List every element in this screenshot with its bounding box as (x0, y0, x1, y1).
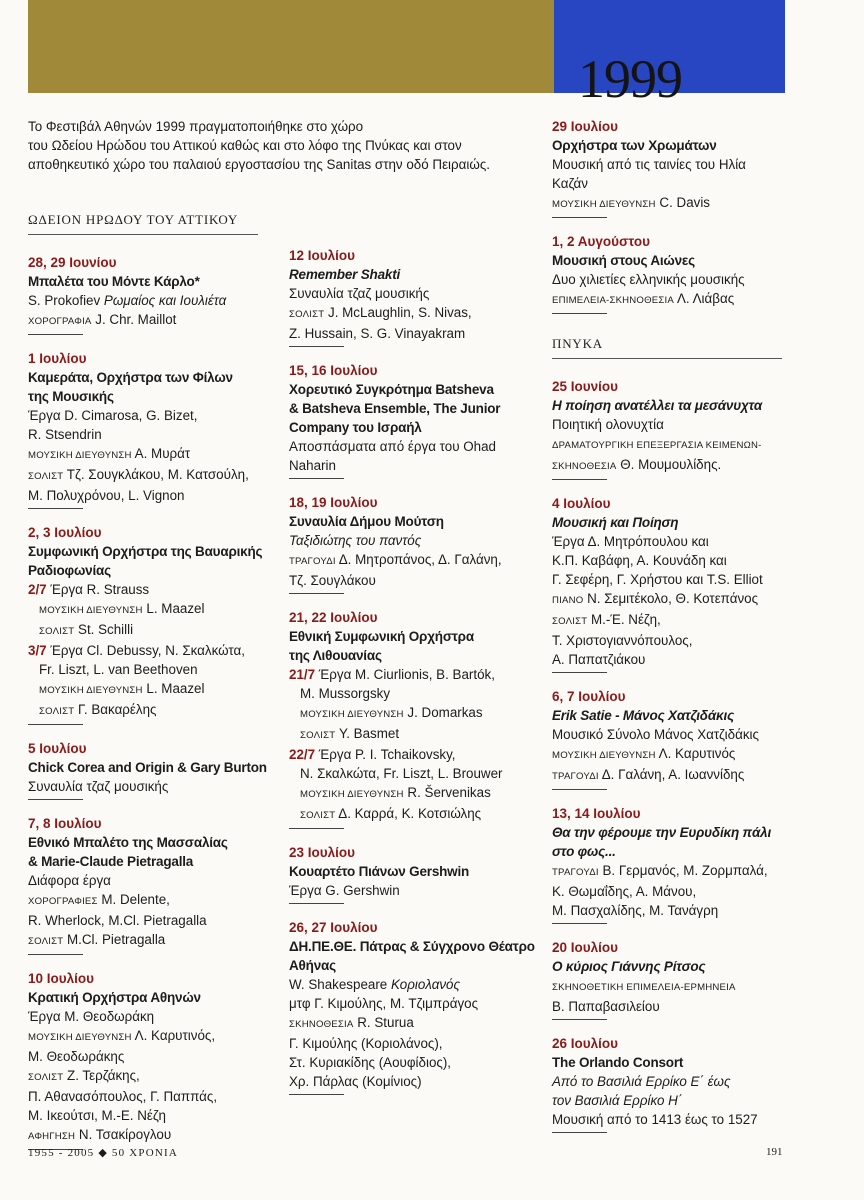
event-detail (552, 551, 792, 570)
role-label: ΑΦΗΓΗΣΗ (28, 1131, 76, 1142)
column-2 (289, 246, 541, 1109)
event-title: Αθήνας (289, 958, 336, 973)
event-title: Ραδιοφωνίας (28, 563, 111, 578)
event-detail (552, 155, 792, 174)
page-number: 191 (766, 1146, 783, 1158)
detail-text: Διάφορα έργα (28, 873, 111, 888)
event-entry (552, 117, 792, 218)
event-title: ΔΗ.ΠΕ.ΘΕ. Πάτρας & Σύγχρονο Θέατρο (289, 939, 535, 954)
detail-text: Τ. Χριστογιαννόπουλος, (552, 633, 693, 648)
event-entry (28, 253, 280, 335)
event-entry (552, 232, 792, 314)
detail-text: Καζάν (552, 176, 588, 191)
performance-date: 21/7 (289, 667, 316, 682)
role-label: ΜΟΥΣΙΚΗ ΔΙΕΥΘΥΝΣΗ (552, 199, 656, 210)
event-detail (552, 765, 792, 786)
event-date: 29 Ιουλίου (552, 119, 618, 134)
event-detail (28, 406, 280, 425)
event-detail (552, 725, 792, 744)
detail-text: Δ. Καρρά, Κ. Κοτσιώλης (335, 806, 482, 821)
detail-text: Θ. Μουμουλίδης. (616, 457, 722, 472)
role-label: ΣΟΛΙΣΤ (39, 626, 75, 637)
event-date: 5 Ιουλίου (28, 741, 87, 756)
event-divider (552, 789, 607, 790)
event-detail (28, 486, 280, 505)
event-detail (289, 571, 541, 590)
event-detail (289, 456, 541, 475)
detail-text: L. Maazel (142, 681, 205, 696)
detail-text: Α. Παπατζιάκου (552, 652, 646, 667)
event-detail (289, 975, 541, 994)
event-date: 21, 22 Ιουλίου (289, 610, 378, 625)
event-detail (552, 570, 792, 589)
event-divider (552, 217, 607, 218)
event-detail (289, 665, 541, 684)
detail-text: Έργα Cl. Debussy, Ν. Σκαλκώτα, (46, 643, 245, 658)
event-detail (289, 804, 541, 825)
role-label: ΣΟΛΙΣΤ (28, 936, 64, 947)
event-title: Μπαλέτα του Μόντε Κάρλο* (28, 274, 200, 289)
work-title: Ταξιδιώτης του παντός (289, 533, 422, 548)
event-detail (552, 631, 792, 650)
role-label: ΣΟΛΙΣΤ (28, 1072, 64, 1083)
role-label: ΣΚΗΝΟΘΕΤΙΚΗ ΕΠΙΜΕΛΕΙΑ-ΕΡΜΗΝΕΙΑ (552, 982, 736, 993)
event-detail (28, 700, 280, 721)
detail-text: Ν. Σκαλκώτα, Fr. Liszt, L. Brouwer (300, 766, 503, 781)
event-detail (289, 994, 541, 1013)
event-detail (552, 976, 792, 997)
event-detail (552, 174, 792, 193)
detail-text: Y. Basmet (335, 726, 400, 741)
event-detail (552, 901, 792, 920)
event-detail (28, 871, 280, 890)
detail-text: Μ.-Έ. Νέζη, (587, 612, 661, 627)
event-divider (552, 1019, 607, 1020)
role-label: ΕΠΙΜΕΛΕΙΑ-ΣΚΗΝΟΘΕΣΙΑ (552, 295, 674, 306)
event-detail (289, 324, 541, 343)
event-detail (552, 289, 792, 310)
event-entry (28, 814, 280, 955)
detail-text: Χρ. Πάρλας (Κομίνιος) (289, 1074, 422, 1089)
event-detail (289, 724, 541, 745)
detail-text: M.Cl. Pietragalla (63, 932, 166, 947)
detail-text: R. Stsendrin (28, 427, 102, 442)
event-date: 25 Ιουνίου (552, 379, 618, 394)
event-detail (289, 764, 541, 783)
event-divider (289, 346, 344, 347)
role-label: ΤΡΑΓΟΥΔΙ (552, 771, 599, 782)
event-detail (552, 193, 792, 214)
event-divider (28, 954, 83, 955)
detail-text: Έργα G. Gershwin (289, 883, 400, 898)
event-entry (289, 246, 541, 347)
detail-text: St. Schilli (74, 622, 134, 637)
role-label: ΧΟΡΟΓΡΑΦΙΑ (28, 316, 92, 327)
role-label: ΣΟΛΙΣΤ (289, 309, 325, 320)
detail-text: Γ. Βακαρέλης (74, 702, 157, 717)
role-label: ΣΟΛΙΣΤ (300, 730, 336, 741)
event-title: της Μουσικής (28, 389, 114, 404)
event-date: 18, 19 Ιουλίου (289, 495, 378, 510)
detail-text: Αποσπάσματα από έργα του Ohad (289, 439, 497, 454)
event-entry (289, 843, 541, 904)
event-date: 23 Ιουλίου (289, 845, 355, 860)
event-entry (28, 349, 280, 509)
event-detail (28, 1026, 280, 1047)
event-title: Μουσική και Ποίηση (552, 515, 679, 530)
event-date: 1, 2 Αυγούστου (552, 234, 650, 249)
detail-text: μτφ Γ. Κιμούλης, Μ. Τζιμπράγος (289, 996, 479, 1011)
detail-text: L. Maazel (142, 601, 205, 616)
event-list (552, 377, 792, 1133)
event-title: Κουαρτέτο Πιάνων Gershwin (289, 864, 470, 879)
detail-text: Έργα Δ. Μητρόπουλου και (552, 534, 709, 549)
detail-text: Έργα M. Ciurlionis, B. Bartók, (315, 667, 495, 682)
event-divider (28, 724, 83, 725)
detail-text: R. Wherlock, M.Cl. Pietragalla (28, 913, 207, 928)
role-label: ΤΡΑΓΟΥΔΙ (552, 867, 599, 878)
event-detail (28, 641, 280, 660)
detail-text: Β. Γερμανός, Μ. Ζορμπαλά, (598, 863, 768, 878)
event-list (289, 246, 541, 1095)
event-title: Ορχήστρα των Χρωμάτων (552, 138, 717, 153)
detail-text: Μουσικό Σύνολο Μάνος Χατζιδάκις (552, 727, 759, 742)
event-detail (552, 532, 792, 551)
event-detail (552, 434, 792, 455)
detail-text: Έργα R. Strauss (46, 582, 150, 597)
detail-text: Λ. Καρυτινός, (131, 1028, 216, 1043)
detail-text: Τζ. Σουγκλάκου, Μ. Κατσούλη, (63, 467, 249, 482)
detail-text: Α. Μυράτ (131, 446, 191, 461)
event-title: Μουσική στους Αιώνες (552, 253, 695, 268)
detail-text: M. Delente, (97, 892, 170, 907)
event-title: Erik Satie - Μάνος Χατζιδάκις (552, 708, 734, 723)
detail-text: Μ. Θεοδωράκης (28, 1049, 125, 1064)
event-detail (28, 777, 280, 796)
detail-text: Π. Αθανασόπουλος, Γ. Παππάς, (28, 1089, 218, 1104)
performance-date: 22/7 (289, 747, 316, 762)
detail-text: Στ. Κυριακίδης (Αουφίδιος), (289, 1055, 452, 1070)
event-detail (552, 455, 792, 476)
event-detail (28, 1087, 280, 1106)
event-divider (28, 508, 83, 509)
event-date: 15, 16 Ιουλίου (289, 363, 378, 378)
role-label: ΜΟΥΣΙΚΗ ΔΙΕΥΘΥΝΣΗ (300, 789, 404, 800)
detail-text: Μ. Πασχαλίδης, Μ. Τανάγρη (552, 903, 719, 918)
event-detail (28, 679, 280, 700)
event-entry (289, 361, 541, 479)
detail-text: M. Mussorgsky (300, 686, 391, 701)
event-entry (552, 938, 792, 1020)
detail-text: Ποιητική ολονυχτία (552, 417, 664, 432)
event-title: The Orlando Consort (552, 1055, 684, 1070)
detail-text: Ν. Σεμιτέκολο, Θ. Κοτεπάνος (583, 591, 759, 606)
detail-text: Μουσική από το 1413 έως το 1527 (552, 1112, 758, 1127)
role-label: ΜΟΥΣΙΚΗ ΔΙΕΥΘΥΝΣΗ (28, 1032, 132, 1043)
event-entry (552, 1034, 792, 1133)
role-label: ΜΟΥΣΙΚΗ ΔΙΕΥΘΥΝΣΗ (552, 750, 656, 761)
role-label: ΣΟΛΙΣΤ (28, 471, 64, 482)
detail-text: S. Prokofiev (28, 293, 104, 308)
event-detail (552, 997, 792, 1016)
event-detail (552, 1091, 792, 1110)
detail-text: J. Domarkas (403, 705, 483, 720)
event-detail (28, 580, 280, 599)
work-title: Από το Βασιλιά Ερρίκο Ε΄ έως (552, 1074, 731, 1089)
event-title: Θα την φέρουμε την Ευρυδίκη πάλι (552, 825, 771, 840)
event-title: Καμεράτα, Ορχήστρα των Φίλων (28, 370, 233, 385)
column-3 (552, 117, 792, 1147)
detail-text: Συναυλία τζαζ μουσικής (28, 779, 169, 794)
performance-date: 2/7 (28, 582, 47, 597)
detail-text: R. Sturua (353, 1015, 414, 1030)
role-label: ΣΚΗΝΟΘΕΣΙΑ (289, 1019, 354, 1030)
header-band-gold (28, 0, 554, 93)
event-detail (289, 1013, 541, 1034)
intro-line: Το Φεστιβάλ Αθηνών 1999 πραγματοποιήθηκε στο χώρο (28, 119, 364, 134)
event-date: 13, 14 Ιουλίου (552, 806, 641, 821)
event-date: 12 Ιουλίου (289, 248, 355, 263)
event-detail (289, 1053, 541, 1072)
work-title: Κοριολανός (390, 977, 460, 992)
event-title: Συμφωνική Ορχήστρα της Βαυαρικής (28, 544, 263, 559)
event-detail (289, 684, 541, 703)
detail-text: Έργα Μ. Θεοδωράκη (28, 1009, 155, 1024)
event-detail (552, 610, 792, 631)
event-title: Χορευτικό Συγκρότημα Batsheva (289, 382, 494, 397)
detail-text: Ζ. Τερζάκης, (63, 1068, 140, 1083)
event-title: Chick Corea and Origin & Gary Burton (28, 760, 267, 775)
event-detail (552, 415, 792, 434)
event-detail (289, 1034, 541, 1053)
event-detail (289, 881, 541, 900)
detail-text: Μ. Ικεούτσι, Μ.-Ε. Νέζη (28, 1108, 166, 1123)
event-detail (28, 599, 280, 620)
event-date: 26 Ιουλίου (552, 1036, 618, 1051)
event-title: Ο κύριος Γιάννης Ρίτσος (552, 959, 706, 974)
event-title: Η ποίηση ανατέλλει τα μεσάνυχτα (552, 398, 763, 413)
event-detail (552, 1110, 792, 1129)
event-detail (28, 465, 280, 486)
event-detail (289, 303, 541, 324)
detail-text: Συναυλία τζαζ μουσικής (289, 286, 430, 301)
event-divider (552, 672, 607, 673)
detail-text: Τζ. Σουγλάκου (289, 573, 376, 588)
detail-text: Ν. Τσακίρογλου (75, 1127, 172, 1142)
performance-date: 3/7 (28, 643, 47, 658)
event-detail (28, 890, 280, 911)
event-title: Company του Ισραήλ (289, 420, 422, 435)
event-divider (552, 313, 607, 314)
intro-line: του Ωδείου Ηρώδου του Αττικού καθώς και στο λόφο της Πνύκας και στον (28, 138, 462, 153)
year-title: 1999 (578, 49, 682, 109)
detail-text: Λ. Λιάβας (673, 291, 735, 306)
intro-line: αποθηκευτικό χώρο του παλαιού εργοστασίου της Sanitas στην οδό Πειραιώς. (28, 157, 490, 172)
event-detail (289, 437, 541, 456)
detail-text: C. Davis (655, 195, 711, 210)
event-divider (289, 828, 344, 829)
role-label: ΧΟΡΟΓΡΑΦΙΕΣ (28, 896, 98, 907)
detail-text: Γ. Σεφέρη, Γ. Χρήστου και T.S. Elliot (552, 572, 763, 587)
event-title: Εθνική Συμφωνική Ορχήστρα (289, 629, 474, 644)
detail-text: Κ. Θωμαΐδης, Α. Μάνου, (552, 884, 697, 899)
detail-text: Μ. Πολυχρόνου, L. Vignon (28, 488, 185, 503)
event-divider (28, 799, 83, 800)
event-detail (552, 744, 792, 765)
detail-text: W. Shakespeare (289, 977, 391, 992)
event-detail (28, 425, 280, 444)
event-list (552, 117, 792, 314)
event-detail (289, 531, 541, 550)
role-label: ΠΙΑΝΟ (552, 595, 584, 606)
footer-anniversary: 1955 - 2005 ◆ 50 ΧΡΟΝΙΑ (28, 1147, 179, 1159)
event-detail (28, 911, 280, 930)
event-date: 26, 27 Ιουλίου (289, 920, 378, 935)
event-date: 28, 29 Ιουνίου (28, 255, 117, 270)
event-detail (28, 660, 280, 679)
event-detail (28, 310, 280, 331)
event-entry (28, 969, 280, 1150)
event-date: 4 Ιουλίου (552, 496, 611, 511)
detail-text: Naharin (289, 458, 336, 473)
event-divider (28, 334, 83, 335)
event-title: Κρατική Ορχήστρα Αθηνών (28, 990, 201, 1005)
event-detail (552, 270, 792, 289)
event-title: Εθνικό Μπαλέτο της Μασσαλίας (28, 835, 228, 850)
role-label: ΜΟΥΣΙΚΗ ΔΙΕΥΘΥΝΣΗ (28, 450, 132, 461)
detail-text: Δυο χιλιετίες ελληνικής μουσικής (552, 272, 745, 287)
event-detail (28, 930, 280, 951)
event-entry (552, 687, 792, 790)
event-entry (289, 493, 541, 594)
detail-text: Δ. Μητροπάνος, Δ. Γαλάνη, (335, 552, 502, 567)
event-entry (28, 739, 280, 800)
event-title: & Marie-Claude Pietragalla (28, 854, 194, 869)
event-detail (28, 1125, 280, 1146)
work-title: τον Βασιλιά Ερρίκο Η΄ (552, 1093, 683, 1108)
event-entry (552, 494, 792, 673)
event-title: της Λιθουανίας (289, 648, 382, 663)
event-entry (552, 804, 792, 924)
event-date: 2, 3 Ιουλίου (28, 525, 102, 540)
event-date: 1 Ιουλίου (28, 351, 87, 366)
event-detail (289, 1072, 541, 1091)
event-divider (289, 593, 344, 594)
event-entry (289, 608, 541, 829)
event-detail (28, 620, 280, 641)
intro-paragraph (28, 117, 543, 174)
event-divider (552, 479, 607, 480)
event-detail (552, 589, 792, 610)
role-label: ΤΡΑΓΟΥΔΙ (289, 556, 336, 567)
detail-text: Β. Παπαβασιλείου (552, 999, 660, 1014)
detail-text: J. McLaughlin, S. Nivas, (324, 305, 472, 320)
event-detail (552, 650, 792, 669)
event-title: & Batsheva Ensemble, The Junior (289, 401, 501, 416)
event-detail (28, 1066, 280, 1087)
event-detail (289, 703, 541, 724)
event-detail (552, 882, 792, 901)
event-detail (552, 861, 792, 882)
section-heading-herodeion: ΩΔΕΙΟΝ ΗΡΩΔΟΥ ΤΟΥ ΑΤΤΙΚΟΥ (28, 212, 258, 235)
work-title: Ρωμαίος και Ιουλιέτα (103, 293, 227, 308)
event-detail (289, 745, 541, 764)
detail-text: R. Šervenikas (403, 785, 491, 800)
role-label: ΔΡΑΜΑΤΟΥΡΓΙΚΗ ΕΠΕΞΕΡΓΑΣΙΑ ΚΕΙΜΕΝΩΝ- (552, 440, 762, 451)
event-detail (28, 1007, 280, 1026)
section-heading-pnyka: ΠΝΥΚΑ (552, 336, 782, 359)
event-date: 6, 7 Ιουλίου (552, 689, 626, 704)
detail-text: Έργα P. I. Tchaikovsky, (315, 747, 456, 762)
detail-text: Λ. Καρυτινός (655, 746, 736, 761)
event-detail (552, 1072, 792, 1091)
event-title: Συναυλία Δήμου Μούτση (289, 514, 444, 529)
role-label: ΜΟΥΣΙΚΗ ΔΙΕΥΘΥΝΣΗ (39, 685, 143, 696)
event-divider (289, 478, 344, 479)
event-entry (28, 523, 280, 725)
column-1 (28, 212, 280, 1164)
event-title: Remember Shakti (289, 267, 401, 282)
detail-text: Fr. Liszt, L. van Beethoven (39, 662, 198, 677)
event-detail (28, 444, 280, 465)
role-label: ΣΟΛΙΣΤ (39, 706, 75, 717)
event-date: 10 Ιουλίου (28, 971, 94, 986)
event-detail (28, 1047, 280, 1066)
event-list (28, 253, 280, 1150)
role-label: ΣΟΛΙΣΤ (552, 616, 588, 627)
event-detail (289, 550, 541, 571)
event-detail (28, 1106, 280, 1125)
detail-text: Έργα D. Cimarosa, G. Bizet, (28, 408, 198, 423)
detail-text: Z. Hussain, S. G. Vinayakram (289, 326, 466, 341)
event-title: στο φως... (552, 844, 616, 859)
event-divider (552, 1132, 607, 1133)
event-divider (289, 903, 344, 904)
event-entry (289, 918, 541, 1095)
event-divider (289, 1094, 344, 1095)
role-label: ΜΟΥΣΙΚΗ ΔΙΕΥΘΥΝΣΗ (39, 605, 143, 616)
detail-text: J. Chr. Maillot (91, 312, 177, 327)
event-detail (289, 783, 541, 804)
detail-text: Μουσική από τις ταινίες του Ηλία (552, 157, 746, 172)
event-divider (552, 923, 607, 924)
detail-text: Γ. Κιμούλης (Κοριολάνος), (289, 1036, 443, 1051)
event-date: 20 Ιουλίου (552, 940, 618, 955)
detail-text: Δ. Γαλάνη, Α. Ιωαννίδης (598, 767, 745, 782)
detail-text: Κ.Π. Καβάφη, Α. Κουνάδη και (552, 553, 727, 568)
role-label: ΜΟΥΣΙΚΗ ΔΙΕΥΘΥΝΣΗ (300, 709, 404, 720)
event-entry (552, 377, 792, 480)
role-label: ΣΚΗΝΟΘΕΣΙΑ (552, 461, 617, 472)
role-label: ΣΟΛΙΣΤ (300, 810, 336, 821)
event-detail (28, 291, 280, 310)
event-detail (289, 284, 541, 303)
event-date: 7, 8 Ιουλίου (28, 816, 102, 831)
